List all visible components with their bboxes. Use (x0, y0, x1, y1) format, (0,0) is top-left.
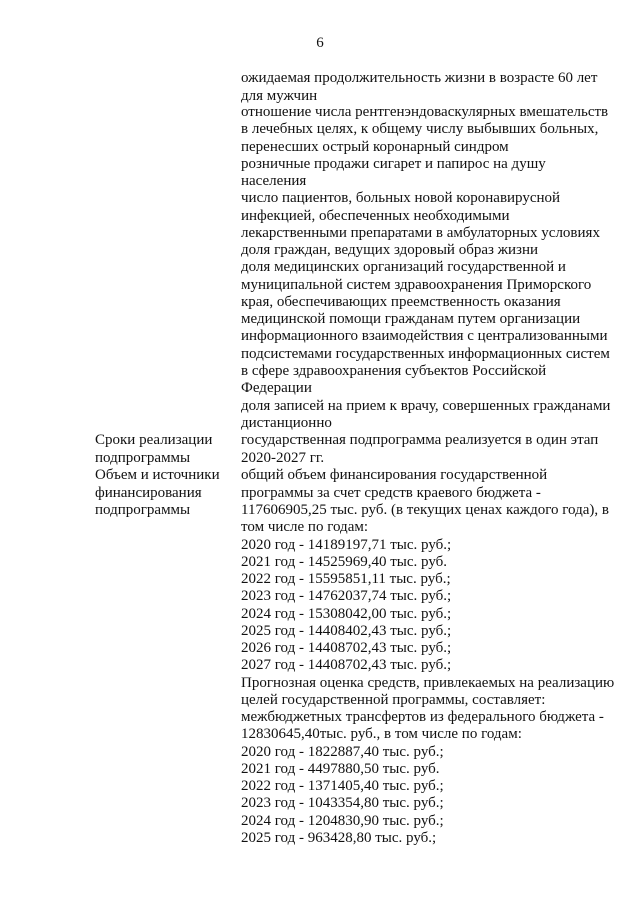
funding-line: 12830645,40тыс. руб., в том числе по годам: (241, 726, 522, 742)
funding-label: подпрограммы (95, 502, 191, 518)
terms-value: 2020-2027 гг. (241, 450, 325, 466)
funding-year-line: 2022 год - 15595851,11 тыс. руб.; (241, 571, 451, 587)
funding-year-line: 2020 год - 1822887,40 тыс. руб.; (241, 744, 444, 760)
indicator-line: инфекцией, обеспеченных необходимыми (241, 208, 510, 224)
indicator-line: розничные продажи сигарет и папирос на душу (241, 156, 546, 172)
funding-year-line: 2020 год - 14189197,71 тыс. руб.; (241, 537, 452, 553)
funding-line: общий объем финансирования государственной (241, 467, 548, 483)
indicator-line: в лечебных целях, к общему числу выбывших больных, (241, 121, 599, 137)
funding-year-line: 2021 год - 14525969,40 тыс. руб. (241, 554, 448, 570)
indicator-line: доля медицинских организаций государственной и (241, 259, 566, 275)
terms-label: Сроки реализации (95, 432, 213, 448)
funding-line: Прогнозная оценка средств, привлекаемых на реализацию (241, 675, 615, 691)
funding-label: финансирования (95, 485, 202, 501)
funding-line: том числе по годам: (241, 519, 369, 535)
funding-line: целей государственной программы, составляет: (241, 692, 546, 708)
indicator-line: доля записей на прием к врачу, совершенных гражданами (241, 398, 611, 414)
indicator-line: дистанционно (241, 415, 332, 431)
funding-year-line: 2027 год - 14408702,43 тыс. руб.; (241, 657, 452, 673)
indicator-line: края, обеспечивающих преемственность оказания (241, 294, 561, 310)
funding-year-line: 2022 год - 1371405,40 тыс. руб.; (241, 778, 444, 794)
indicator-line: перенесших острый коронарный синдром (241, 139, 509, 155)
indicator-line: доля граждан, ведущих здоровый образ жизни (241, 242, 539, 258)
terms-value: государственная подпрограмма реализуется в один этап (241, 432, 599, 448)
indicator-line: лекарственными препаратами в амбулаторных условиях (241, 225, 600, 241)
indicator-line: информационного взаимодействия с централизованными (241, 328, 608, 344)
funding-year-line: 2024 год - 1204830,90 тыс. руб.; (241, 813, 444, 829)
indicator-line: для мужчин (241, 88, 318, 104)
funding-year-line: 2025 год - 963428,80 тыс. руб.; (241, 830, 437, 846)
funding-year-line: 2025 год - 14408402,43 тыс. руб.; (241, 623, 452, 639)
page-number: 6 (316, 35, 324, 51)
funding-line: межбюджетных трансфертов из федерального бюджета - (241, 709, 604, 725)
funding-line: программы за счет средств краевого бюджета - (241, 485, 541, 501)
funding-year-line: 2021 год - 4497880,50 тыс. руб. (241, 761, 440, 777)
indicator-line: Федерации (241, 380, 312, 396)
funding-year-line: 2023 год - 14762037,74 тыс. руб.; (241, 588, 452, 604)
indicator-line: число пациентов, больных новой коронавирусной (241, 190, 561, 206)
funding-line: 117606905,25 тыс. руб. (в текущих ценах каждого года), в (241, 502, 609, 518)
indicator-line: подсистемами государственных информационных систем (241, 346, 610, 362)
indicator-line: в сфере здравоохранения субъектов Российской (241, 363, 547, 379)
indicator-line: медицинской помощи гражданам путем организации (241, 311, 581, 327)
indicator-line: населения (241, 173, 307, 189)
indicator-line: муниципальной систем здравоохранения Приморского (241, 277, 592, 293)
indicator-line: ожидаемая продолжительность жизни в возрасте 60 лет (241, 70, 598, 86)
funding-year-line: 2026 год - 14408702,43 тыс. руб.; (241, 640, 452, 656)
indicator-line: отношение числа рентгенэндоваскулярных вмешательств (241, 104, 609, 120)
funding-label: Объем и источники (95, 467, 220, 483)
terms-label: подпрограммы (95, 450, 191, 466)
funding-year-line: 2024 год - 15308042,00 тыс. руб.; (241, 606, 452, 622)
funding-year-line: 2023 год - 1043354,80 тыс. руб.; (241, 795, 444, 811)
